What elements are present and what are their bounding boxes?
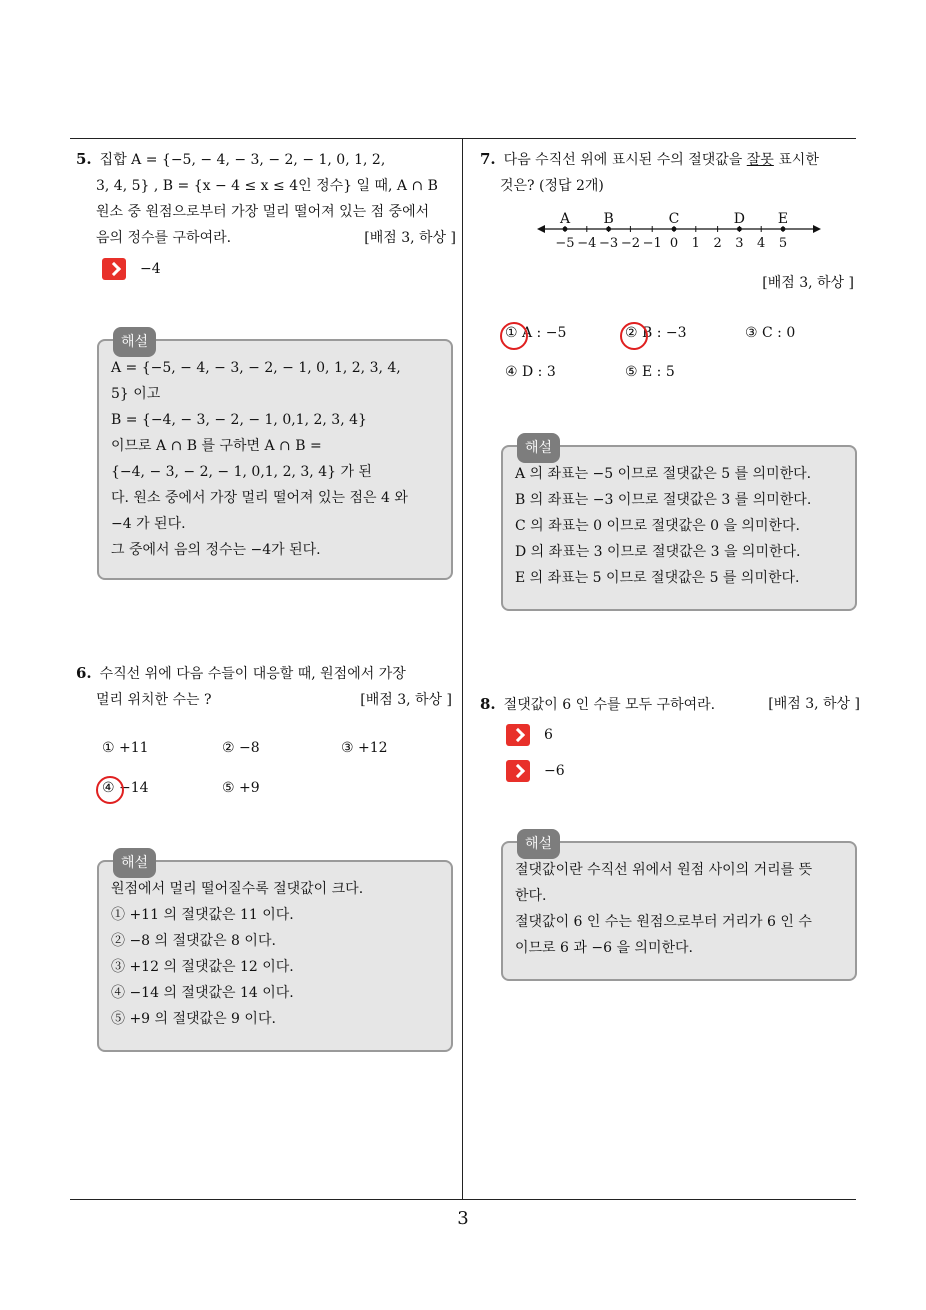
question-text: 절댓값이 6 인 수를 모두 구하여라. bbox=[503, 697, 716, 713]
answer-8-1 bbox=[506, 724, 553, 746]
choice-1[interactable]: ① A : −5 bbox=[505, 325, 567, 341]
number-line-point-label: C bbox=[668, 211, 680, 227]
solution-box-6 bbox=[97, 855, 453, 1052]
solution-label: 해설 bbox=[517, 433, 560, 463]
solution-line: A 의 좌표는 −5 이므로 절댓값은 5 를 의미한다. bbox=[515, 466, 812, 482]
question-5-line-2: 3, 4, 5} , B = {x − 4 ≤ x ≤ 4인 정수} 일 때, A ∩ B bbox=[96, 178, 438, 194]
choice-4[interactable]: ④ −14 bbox=[102, 780, 149, 796]
question-number: 8. bbox=[480, 695, 496, 713]
solution-label: 해설 bbox=[113, 327, 156, 357]
solution-line: 5} 이고 bbox=[111, 386, 161, 402]
number-line-tick-label: −1 bbox=[642, 236, 662, 251]
number-line-tick-label: −4 bbox=[577, 236, 597, 251]
answer-text: −6 bbox=[544, 763, 565, 779]
solution-line: ③ +12 의 절댓값은 12 이다. bbox=[111, 959, 294, 975]
choice-5[interactable]: ⑤ E : 5 bbox=[625, 364, 675, 380]
arrow-left-icon bbox=[537, 225, 545, 233]
number-line-point-label: B bbox=[603, 211, 614, 227]
solution-line: 절댓값이란 수직선 위에서 원점 사이의 거리를 뜻 bbox=[515, 862, 813, 878]
number-line-point bbox=[672, 227, 677, 232]
number-line-point bbox=[781, 227, 786, 232]
question-text: 수직선 위에 다음 수들이 대응할 때, 원점에서 가장 bbox=[99, 666, 406, 682]
question-6-line-2 bbox=[76, 687, 452, 713]
number-line-tick-label: 5 bbox=[778, 236, 788, 251]
choice-1[interactable]: ① +11 bbox=[102, 740, 149, 756]
question-number: 5. bbox=[76, 150, 92, 168]
solution-line: 절댓값이 6 인 수는 원점으로부터 거리가 6 인 수 bbox=[515, 914, 812, 930]
solution-line: C 의 좌표는 0 이므로 절댓값은 0 을 의미한다. bbox=[515, 518, 800, 534]
solution-line: E 의 좌표는 5 이므로 절댓값은 5 를 의미한다. bbox=[515, 570, 800, 586]
question-8 bbox=[480, 691, 860, 718]
solution-line: B = {−4, − 3, − 2, − 1, 0,1, 2, 3, 4} bbox=[111, 412, 367, 428]
page-number: 3 bbox=[457, 1208, 469, 1229]
solution-line: ⑤ +9 의 절댓값은 9 이다. bbox=[111, 1011, 276, 1027]
number-line-tick-label: −5 bbox=[555, 236, 575, 251]
question-text: 다음 수직선 위에 표시된 수의 절댓값을 잘못 표시한 bbox=[503, 152, 819, 168]
arrow-right-icon bbox=[506, 724, 530, 746]
question-5-line-1 bbox=[76, 146, 456, 173]
number-line-tick-label: 4 bbox=[757, 236, 766, 251]
correct-mark-circle bbox=[620, 322, 648, 350]
question-number: 6. bbox=[76, 664, 92, 682]
solution-line: B 의 좌표는 −3 이므로 절댓값은 3 를 의미한다. bbox=[515, 492, 812, 508]
score-tag: [배점 3, 하상 ] bbox=[768, 696, 860, 712]
arrow-right-icon bbox=[506, 760, 530, 782]
question-8-line-1 bbox=[480, 691, 860, 718]
solution-label: 해설 bbox=[517, 829, 560, 859]
number-line-point-label: E bbox=[777, 211, 789, 227]
question-6 bbox=[76, 660, 452, 713]
score-tag: [배점 3, 하상 ] bbox=[360, 692, 452, 708]
score-tag: [배점 3, 하상 ] bbox=[364, 230, 456, 246]
solution-line: D 의 좌표는 3 이므로 절댓값은 3 을 의미한다. bbox=[515, 544, 801, 560]
answer-8-2 bbox=[506, 760, 565, 782]
solution-line: 한다. bbox=[515, 888, 547, 904]
arrow-right-icon bbox=[102, 258, 126, 280]
question-number: 7. bbox=[480, 150, 496, 168]
solution-box-5 bbox=[97, 334, 453, 580]
choice-3[interactable]: ③ C : 0 bbox=[745, 325, 796, 341]
question-text: 멀리 위치한 수는 ? bbox=[96, 692, 212, 708]
solution-line: ④ −14 의 절댓값은 14 이다. bbox=[111, 985, 294, 1001]
bottom-rule bbox=[70, 1199, 856, 1200]
choice-2[interactable]: ② B : −3 bbox=[625, 325, 687, 341]
number-line-point-label: D bbox=[733, 211, 746, 227]
answer-text: 6 bbox=[544, 727, 553, 743]
solution-line: 원점에서 멀리 떨어질수록 절댓값이 크다. bbox=[111, 881, 364, 897]
solution-line: 이므로 A ∩ B 를 구하면 A ∩ B = bbox=[111, 438, 322, 454]
solution-line: {−4, − 3, − 2, − 1, 0,1, 2, 3, 4} 가 된 bbox=[111, 464, 372, 480]
correct-mark-circle bbox=[96, 776, 124, 804]
question-text: 집합 A = {−5, − 4, − 3, − 2, − 1, 0, 1, 2, bbox=[99, 152, 386, 168]
question-5 bbox=[76, 146, 456, 251]
number-line-tick-label: 1 bbox=[691, 236, 700, 251]
underlined-word: 잘못 bbox=[746, 152, 774, 168]
number-line-tick-label: −3 bbox=[599, 236, 619, 251]
arrow-right-icon bbox=[813, 225, 821, 233]
solution-line: ② −8 의 절댓값은 8 이다. bbox=[111, 933, 276, 949]
choice-2[interactable]: ② −8 bbox=[222, 740, 260, 756]
number-line-point bbox=[737, 227, 742, 232]
choice-4[interactable]: ④ D : 3 bbox=[505, 364, 556, 380]
question-7-tag-row bbox=[480, 270, 854, 296]
question-5-line-3: 원소 중 원점으로부터 가장 멀리 떨어져 있는 점 중에서 bbox=[96, 204, 430, 220]
number-line-tick-label: −2 bbox=[620, 236, 640, 251]
number-line-point bbox=[606, 227, 611, 232]
score-tag: [배점 3, 하상 ] bbox=[762, 275, 854, 291]
solution-box-8 bbox=[501, 836, 857, 981]
top-rule bbox=[70, 138, 856, 139]
question-7-line-1 bbox=[480, 146, 860, 173]
number-line bbox=[535, 205, 825, 255]
answer-text: −4 bbox=[140, 261, 161, 277]
choice-3[interactable]: ③ +12 bbox=[341, 740, 388, 756]
column-divider bbox=[462, 138, 463, 1200]
solution-line: 다. 원소 중에서 가장 멀리 떨어져 있는 점은 4 와 bbox=[111, 490, 408, 506]
number-line-tick-label: 2 bbox=[713, 236, 722, 251]
number-line-tick-label: 3 bbox=[735, 236, 744, 251]
correct-mark-circle bbox=[500, 322, 528, 350]
solution-line: −4 가 된다. bbox=[111, 516, 186, 532]
choice-5[interactable]: ⑤ +9 bbox=[222, 780, 260, 796]
number-line-point-label: A bbox=[559, 211, 571, 227]
question-text: 음의 정수를 구하여라. bbox=[96, 230, 232, 246]
question-5-line-4 bbox=[76, 225, 456, 251]
solution-label: 해설 bbox=[113, 848, 156, 878]
solution-line: 그 중에서 음의 정수는 −4가 된다. bbox=[111, 542, 321, 558]
solution-line: A = {−5, − 4, − 3, − 2, − 1, 0, 1, 2, 3, 4, bbox=[111, 360, 401, 376]
question-7-line-2: 것은? (정답 2개) bbox=[500, 178, 604, 194]
answer-5 bbox=[102, 258, 161, 280]
solution-line: ① +11 의 절댓값은 11 이다. bbox=[111, 907, 294, 923]
question-7 bbox=[480, 146, 860, 199]
number-line-point bbox=[563, 227, 568, 232]
question-6-line-1 bbox=[76, 660, 452, 687]
solution-line: 이므로 6 과 −6 을 의미한다. bbox=[515, 940, 693, 956]
solution-box-7 bbox=[501, 440, 857, 611]
number-line-tick-label: 0 bbox=[669, 236, 679, 251]
